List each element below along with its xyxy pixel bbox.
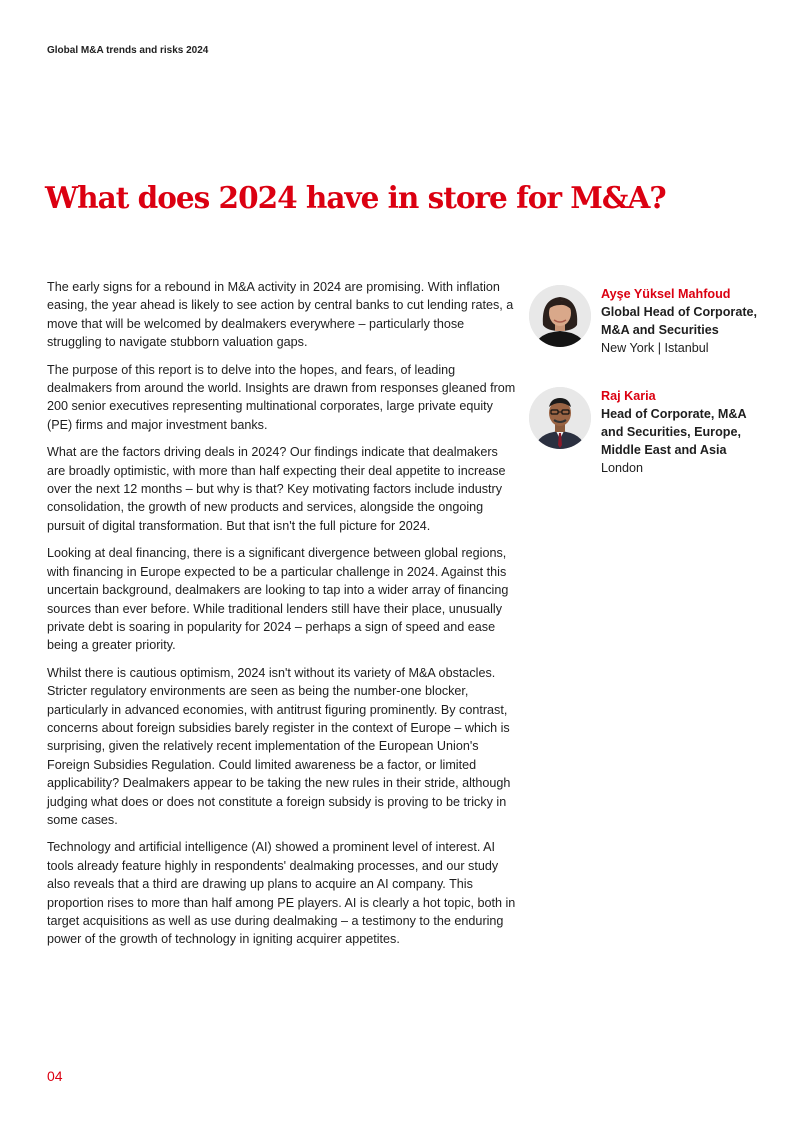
body-paragraph: The early signs for a rebound in M&A activity in 2024 are promising. With inflation easing, the year ahead is likely to see action by central banks to cut lending rates, a move that will be welcomed by dealmakers everywhere – particularly those struggling to navigate stubborn valuation gaps. bbox=[47, 280, 514, 350]
running-header: Global M&A trends and risks 2024 bbox=[47, 45, 209, 56]
body-paragraph: The purpose of this report is to delve into the hopes, and fears, of leading dealmakers from around the world. Insights are drawn from responses gleaned from 200 senior executives representing multinational corporates, large private equity (PE) firms and major investment banks. bbox=[47, 362, 516, 432]
profile-details bbox=[601, 285, 761, 357]
body-paragraph: Whilst there is cautious optimism, 2024 isn't without its variety of M&A obstacles. Stricter regulatory environments are seen as being the number-one blocker, particularly in advanced economies, with antitrust figuring prominently. By contrast, concerns about foreign subsidies barely register in the context of Europe – which is surprising, given the relatively recent implementation of the European Union's Foreign Subsidies Regulation. Could limited awareness be a factor, or limited applicability? Dealmakers appear to be taking the new rules in their stride, although judging what does or does not constitute a foreign subsidy is proving to be tricky in some cases. bbox=[47, 665, 511, 827]
man-portrait-icon bbox=[529, 387, 591, 449]
profile-role: Head of Corporate, M&A and Securities, Europe, Middle East and Asia bbox=[601, 407, 747, 457]
profile-location: London bbox=[601, 461, 644, 475]
page-title: What does 2024 have in store for M&A? bbox=[45, 180, 666, 215]
body-paragraph: Technology and artificial intelligence (AI) showed a prominent level of interest. AI tools already feature highly in respondents' dealmaking processes, and our study also reveals that a third are drawing up plans to acquire an AI company. This proportion rises to more than half among PE players. AI is clearly a hot topic, both in target acquisitions as well as use during dealmaking – a testimony to the enduring power of the growth of technology in igniting acquirer appetites. bbox=[47, 840, 516, 947]
profile-name: Raj Karia bbox=[601, 389, 656, 403]
woman-portrait-icon bbox=[529, 285, 591, 347]
profile-location: New York | Istanbul bbox=[601, 341, 709, 355]
body-paragraph: What are the factors driving deals in 2024? Our findings indicate that dealmakers are broadly optimistic, with more than half expecting their deal appetite to increase over the next 12 months – but why is that? Key motivating factors include industry consolidation, the growth of new products and services, alongside the ongoing pursuit of digital transformation. But that isn't the full picture for 2024. bbox=[47, 445, 506, 533]
profile-role: Global Head of Corporate, M&A and Securities bbox=[601, 305, 758, 337]
page-number: 04 bbox=[47, 1068, 63, 1084]
body-paragraph: Looking at deal financing, there is a significant divergence between global regions, with financing in Europe expected to be a particular challenge in 2024. Against this uncertain background, dealmakers are looking to tap into a wider array of financing sources than ever before. While traditional lenders still have their place, unusually private debt is soaring in popularity for 2024 – perhaps a sign of speed and ease being a greater priority. bbox=[47, 546, 509, 653]
profile-details bbox=[601, 387, 761, 477]
body-text bbox=[47, 278, 517, 958]
profile-name: Ayşe Yüksel Mahfoud bbox=[601, 287, 731, 301]
